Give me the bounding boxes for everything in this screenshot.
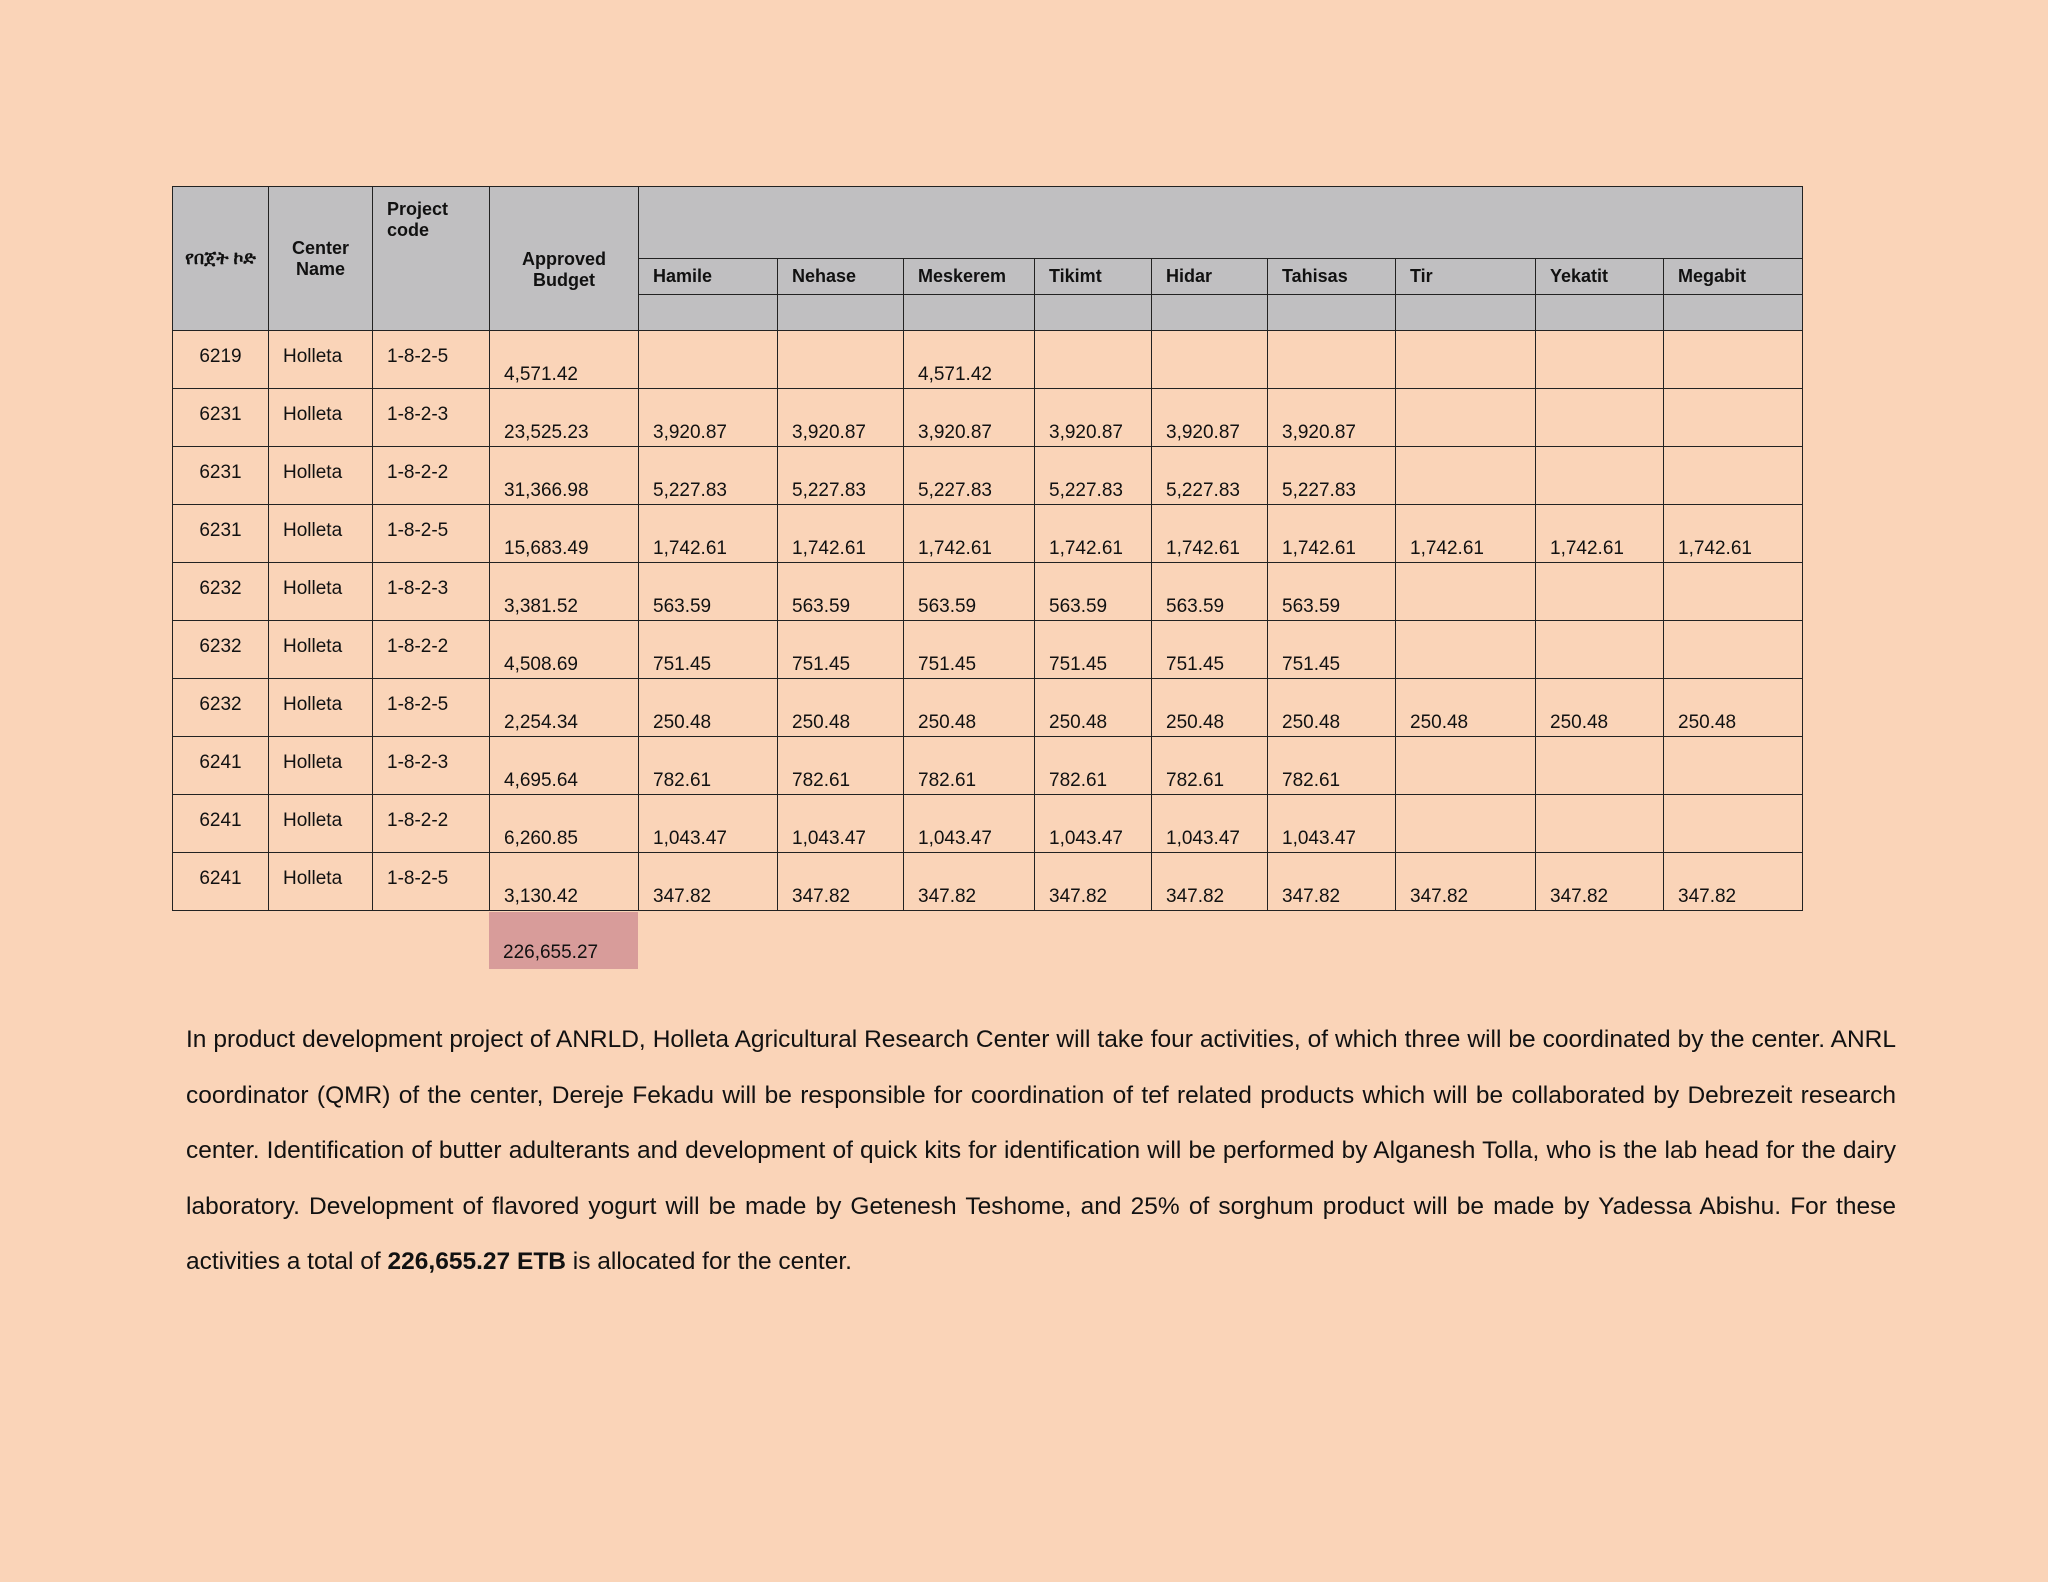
budget-code-cell: 6232	[173, 563, 269, 621]
center-name-cell: Holleta	[269, 331, 373, 389]
summary-paragraph	[186, 1012, 1896, 1290]
month-value-cell: 347.82	[904, 853, 1035, 911]
month-value-cell: 1,043.47	[639, 795, 778, 853]
total-amount-bold: 226,655.27 ETB	[387, 1248, 566, 1276]
month-value-cell: 347.82	[1035, 853, 1152, 911]
month-value-cell: 1,742.61	[1268, 505, 1396, 563]
month-value-cell: 347.82	[1536, 853, 1664, 911]
table-row	[173, 795, 1803, 853]
project-code-cell: 1-8-2-3	[373, 389, 490, 447]
month-value-cell: 250.48	[1152, 679, 1268, 737]
month-value-cell	[1536, 331, 1664, 389]
month-subheader-cell	[1268, 295, 1396, 331]
month-subheader-cell	[1664, 295, 1803, 331]
center-name-cell: Holleta	[269, 389, 373, 447]
month-value-cell	[1664, 563, 1803, 621]
center-name-cell: Holleta	[269, 737, 373, 795]
project-code-cell: 1-8-2-5	[373, 679, 490, 737]
table-row	[173, 331, 1803, 389]
month-value-cell: 1,742.61	[904, 505, 1035, 563]
month-value-cell: 347.82	[1152, 853, 1268, 911]
month-value-cell: 250.48	[1536, 679, 1664, 737]
center-name-cell: Holleta	[269, 679, 373, 737]
month-value-cell: 782.61	[1152, 737, 1268, 795]
month-value-cell: 347.82	[778, 853, 904, 911]
approved-budget-cell: 15,683.49	[490, 505, 639, 563]
month-subheader-cell	[1536, 295, 1664, 331]
budget-code-cell: 6231	[173, 505, 269, 563]
table-row	[173, 621, 1803, 679]
approved-budget-cell: 3,130.42	[490, 853, 639, 911]
approved-budget-cell: 2,254.34	[490, 679, 639, 737]
month-value-cell: 347.82	[1664, 853, 1803, 911]
month-value-cell	[1664, 621, 1803, 679]
center-name-cell: Holleta	[269, 563, 373, 621]
month-value-cell: 782.61	[778, 737, 904, 795]
month-header-megabit: Megabit	[1664, 259, 1803, 295]
month-value-cell: 1,742.61	[1035, 505, 1152, 563]
month-value-cell: 1,742.61	[1152, 505, 1268, 563]
month-value-cell: 250.48	[778, 679, 904, 737]
approved-budget-cell: 3,381.52	[490, 563, 639, 621]
month-value-cell: 1,742.61	[1664, 505, 1803, 563]
month-header-hidar: Hidar	[1152, 259, 1268, 295]
month-subheader-cell	[1035, 295, 1152, 331]
table-row	[173, 679, 1803, 737]
total-budget-cell: 226,655.27	[489, 912, 638, 969]
table-body	[173, 331, 1803, 911]
budget-code-cell: 6241	[173, 853, 269, 911]
center-name-cell: Holleta	[269, 853, 373, 911]
month-value-cell: 5,227.83	[1268, 447, 1396, 505]
month-value-cell: 3,920.87	[1268, 389, 1396, 447]
month-header-tir: Tir	[1396, 259, 1536, 295]
month-value-cell	[1536, 621, 1664, 679]
table-row	[173, 563, 1803, 621]
month-value-cell	[1396, 389, 1536, 447]
month-value-cell: 563.59	[1035, 563, 1152, 621]
month-value-cell: 3,920.87	[1152, 389, 1268, 447]
month-value-cell	[1536, 737, 1664, 795]
month-value-cell: 3,920.87	[639, 389, 778, 447]
month-value-cell: 347.82	[1396, 853, 1536, 911]
month-value-cell: 563.59	[1268, 563, 1396, 621]
approved-budget-cell: 4,571.42	[490, 331, 639, 389]
month-value-cell: 250.48	[1035, 679, 1152, 737]
month-value-cell: 782.61	[1268, 737, 1396, 795]
month-value-cell: 1,043.47	[1152, 795, 1268, 853]
month-value-cell: 751.45	[1035, 621, 1152, 679]
month-value-cell	[1664, 389, 1803, 447]
approved-budget-cell: 4,508.69	[490, 621, 639, 679]
center-name-cell: Holleta	[269, 795, 373, 853]
header-months-group	[639, 187, 1803, 259]
month-header-hamile: Hamile	[639, 259, 778, 295]
month-value-cell	[1396, 737, 1536, 795]
month-value-cell	[1396, 563, 1536, 621]
month-value-cell: 782.61	[904, 737, 1035, 795]
month-value-cell: 5,227.83	[639, 447, 778, 505]
approved-budget-cell: 31,366.98	[490, 447, 639, 505]
project-code-cell: 1-8-2-5	[373, 853, 490, 911]
table-row	[173, 505, 1803, 563]
budget-code-cell: 6241	[173, 795, 269, 853]
project-code-cell: 1-8-2-3	[373, 563, 490, 621]
month-value-cell: 751.45	[1152, 621, 1268, 679]
month-value-cell: 5,227.83	[778, 447, 904, 505]
month-value-cell	[1536, 795, 1664, 853]
month-value-cell: 347.82	[1268, 853, 1396, 911]
month-value-cell: 1,742.61	[1396, 505, 1536, 563]
month-value-cell: 1,742.61	[639, 505, 778, 563]
budget-code-cell: 6219	[173, 331, 269, 389]
paragraph-text-end: is allocated for the center.	[565, 1248, 852, 1276]
month-subheader-cell	[639, 295, 778, 331]
month-value-cell: 563.59	[778, 563, 904, 621]
month-value-cell	[1268, 331, 1396, 389]
month-value-cell	[1152, 331, 1268, 389]
header-approved-budget: Approved Budget	[490, 187, 639, 331]
month-value-cell: 1,043.47	[904, 795, 1035, 853]
month-value-cell: 5,227.83	[904, 447, 1035, 505]
month-value-cell	[1664, 737, 1803, 795]
month-value-cell	[778, 331, 904, 389]
budget-code-cell: 6232	[173, 621, 269, 679]
approved-budget-cell: 6,260.85	[490, 795, 639, 853]
month-value-cell: 751.45	[904, 621, 1035, 679]
approved-budget-cell: 4,695.64	[490, 737, 639, 795]
table-row	[173, 737, 1803, 795]
month-value-cell: 1,043.47	[778, 795, 904, 853]
month-value-cell	[1536, 447, 1664, 505]
approved-budget-cell: 23,525.23	[490, 389, 639, 447]
month-header-nehase: Nehase	[778, 259, 904, 295]
header-budget-code: የበጀት ኮድ	[173, 187, 269, 331]
month-value-cell: 3,920.87	[778, 389, 904, 447]
month-value-cell	[1396, 621, 1536, 679]
month-subheader-cell	[1396, 295, 1536, 331]
budget-code-cell: 6231	[173, 389, 269, 447]
month-value-cell: 1,043.47	[1268, 795, 1396, 853]
project-code-cell: 1-8-2-3	[373, 737, 490, 795]
month-value-cell: 1,742.61	[1536, 505, 1664, 563]
month-value-cell	[1035, 331, 1152, 389]
month-value-cell: 3,920.87	[1035, 389, 1152, 447]
center-name-cell: Holleta	[269, 447, 373, 505]
month-value-cell	[1536, 563, 1664, 621]
month-value-cell: 4,571.42	[904, 331, 1035, 389]
budget-code-cell: 6231	[173, 447, 269, 505]
project-code-cell: 1-8-2-5	[373, 331, 490, 389]
month-subheader-cell	[904, 295, 1035, 331]
month-value-cell: 250.48	[639, 679, 778, 737]
month-value-cell: 751.45	[1268, 621, 1396, 679]
month-value-cell: 250.48	[904, 679, 1035, 737]
month-value-cell: 782.61	[639, 737, 778, 795]
month-header-yekatit: Yekatit	[1536, 259, 1664, 295]
month-value-cell	[1396, 447, 1536, 505]
month-value-cell: 751.45	[639, 621, 778, 679]
month-value-cell: 563.59	[639, 563, 778, 621]
month-value-cell: 5,227.83	[1035, 447, 1152, 505]
month-value-cell: 1,043.47	[1035, 795, 1152, 853]
month-value-cell	[639, 331, 778, 389]
month-value-cell: 782.61	[1035, 737, 1152, 795]
month-value-cell: 5,227.83	[1152, 447, 1268, 505]
project-code-cell: 1-8-2-2	[373, 795, 490, 853]
project-code-cell: 1-8-2-2	[373, 447, 490, 505]
month-value-cell	[1664, 795, 1803, 853]
month-header-meskerem: Meskerem	[904, 259, 1035, 295]
center-name-cell: Holleta	[269, 505, 373, 563]
month-value-cell: 563.59	[904, 563, 1035, 621]
header-center-name: Center Name	[269, 187, 373, 331]
month-value-cell: 250.48	[1268, 679, 1396, 737]
month-value-cell: 347.82	[639, 853, 778, 911]
month-value-cell	[1536, 389, 1664, 447]
month-value-cell	[1396, 795, 1536, 853]
month-value-cell	[1664, 447, 1803, 505]
month-value-cell: 751.45	[778, 621, 904, 679]
month-value-cell	[1664, 331, 1803, 389]
month-value-cell: 563.59	[1152, 563, 1268, 621]
month-value-cell: 250.48	[1664, 679, 1803, 737]
month-value-cell: 1,742.61	[778, 505, 904, 563]
table-row	[173, 447, 1803, 505]
project-code-cell: 1-8-2-2	[373, 621, 490, 679]
month-subheader-cell	[1152, 295, 1268, 331]
paragraph-text: In product development project of ANRLD, Holleta Agricultural Research Center will take four activities, of which three will be coordinated by the center. ANRL coordinator (QMR) of the center, Dereje Fekadu will be responsible for coordination of tef related products which will be collaborated by Debrezeit research center. Identification of butter adulterants and development of quick kits for identification will be performed by Alganesh Tolla, who is the lab head for the dairy laboratory. Development of flavored yogurt will be made by Getenesh Teshome, and 25% of sorghum product will be made by Yadessa Abishu. For these activities a total of	[186, 1026, 1896, 1276]
table-row	[173, 389, 1803, 447]
budget-code-cell: 6232	[173, 679, 269, 737]
budget-code-cell: 6241	[173, 737, 269, 795]
month-subheader-cell	[778, 295, 904, 331]
project-code-cell: 1-8-2-5	[373, 505, 490, 563]
month-header-tikimt: Tikimt	[1035, 259, 1152, 295]
month-value-cell: 250.48	[1396, 679, 1536, 737]
month-value-cell	[1396, 331, 1536, 389]
month-header-tahisas: Tahisas	[1268, 259, 1396, 295]
budget-table	[172, 186, 1803, 911]
center-name-cell: Holleta	[269, 621, 373, 679]
header-project-code: Project code	[373, 187, 490, 331]
table-row	[173, 853, 1803, 911]
month-value-cell: 3,920.87	[904, 389, 1035, 447]
